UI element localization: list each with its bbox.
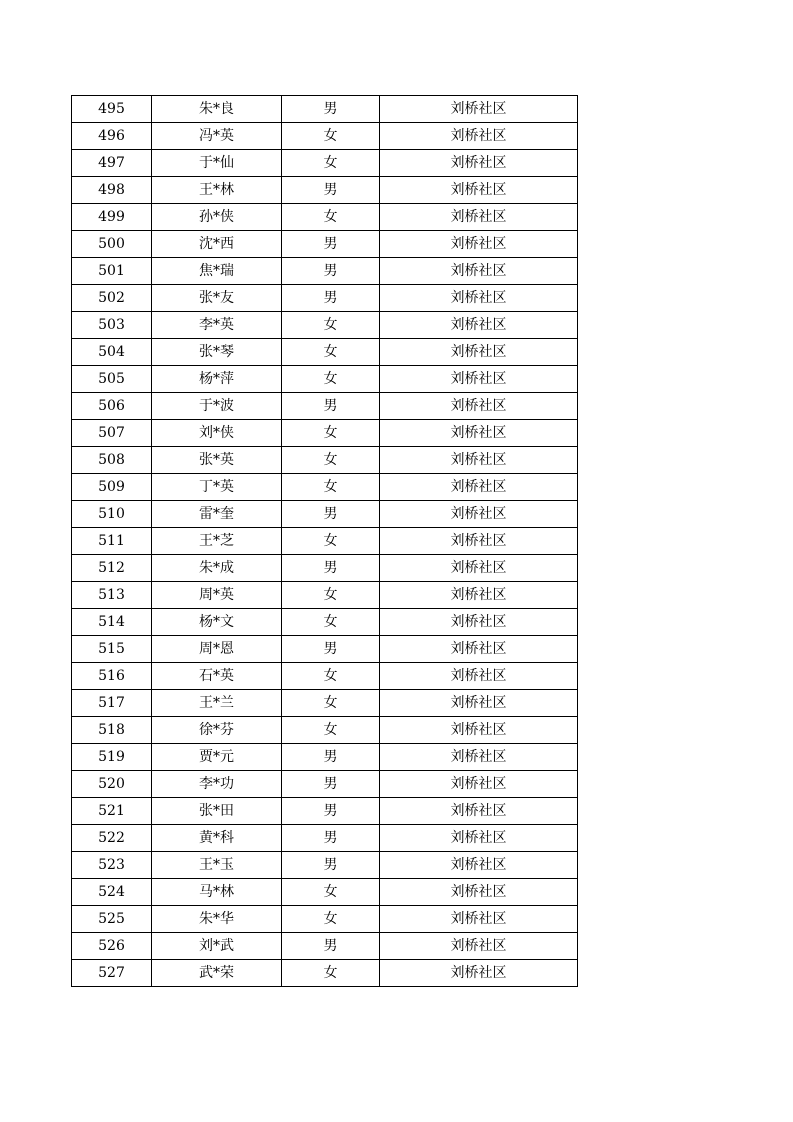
table-row xyxy=(72,960,578,987)
row-number-cell: 521 xyxy=(72,798,152,825)
table-row xyxy=(72,906,578,933)
community-cell: 刘桥社区 xyxy=(380,825,578,852)
gender-cell: 男 xyxy=(282,825,380,852)
gender-cell: 女 xyxy=(282,609,380,636)
community-cell: 刘桥社区 xyxy=(380,690,578,717)
name-cell: 王*林 xyxy=(152,177,282,204)
row-number-cell: 515 xyxy=(72,636,152,663)
gender-cell: 男 xyxy=(282,393,380,420)
community-cell: 刘桥社区 xyxy=(380,528,578,555)
name-cell: 于*波 xyxy=(152,393,282,420)
table-row xyxy=(72,150,578,177)
table-row xyxy=(72,123,578,150)
gender-cell: 女 xyxy=(282,123,380,150)
row-number-cell: 522 xyxy=(72,825,152,852)
row-number-cell: 527 xyxy=(72,960,152,987)
name-cell: 黄*科 xyxy=(152,825,282,852)
community-cell: 刘桥社区 xyxy=(380,636,578,663)
row-number-cell: 511 xyxy=(72,528,152,555)
row-number-cell: 506 xyxy=(72,393,152,420)
row-number-cell: 524 xyxy=(72,879,152,906)
table-row xyxy=(72,798,578,825)
community-cell: 刘桥社区 xyxy=(380,123,578,150)
community-cell: 刘桥社区 xyxy=(380,879,578,906)
community-cell: 刘桥社区 xyxy=(380,906,578,933)
name-cell: 张*田 xyxy=(152,798,282,825)
community-cell: 刘桥社区 xyxy=(380,366,578,393)
table-row xyxy=(72,555,578,582)
table-row xyxy=(72,420,578,447)
name-cell: 冯*英 xyxy=(152,123,282,150)
gender-cell: 女 xyxy=(282,366,380,393)
table-row xyxy=(72,771,578,798)
gender-cell: 女 xyxy=(282,960,380,987)
name-cell: 杨*萍 xyxy=(152,366,282,393)
community-cell: 刘桥社区 xyxy=(380,204,578,231)
gender-cell: 女 xyxy=(282,717,380,744)
gender-cell: 女 xyxy=(282,204,380,231)
community-cell: 刘桥社区 xyxy=(380,798,578,825)
community-cell: 刘桥社区 xyxy=(380,960,578,987)
gender-cell: 男 xyxy=(282,744,380,771)
community-cell: 刘桥社区 xyxy=(380,258,578,285)
row-number-cell: 526 xyxy=(72,933,152,960)
gender-cell: 女 xyxy=(282,150,380,177)
row-number-cell: 507 xyxy=(72,420,152,447)
community-cell: 刘桥社区 xyxy=(380,744,578,771)
gender-cell: 女 xyxy=(282,906,380,933)
name-cell: 徐*芬 xyxy=(152,717,282,744)
community-cell: 刘桥社区 xyxy=(380,501,578,528)
row-number-cell: 508 xyxy=(72,447,152,474)
row-number-cell: 516 xyxy=(72,663,152,690)
row-number-cell: 496 xyxy=(72,123,152,150)
row-number-cell: 497 xyxy=(72,150,152,177)
row-number-cell: 501 xyxy=(72,258,152,285)
name-cell: 王*玉 xyxy=(152,852,282,879)
community-cell: 刘桥社区 xyxy=(380,582,578,609)
name-cell: 武*荣 xyxy=(152,960,282,987)
community-cell: 刘桥社区 xyxy=(380,177,578,204)
table-row xyxy=(72,339,578,366)
row-number-cell: 513 xyxy=(72,582,152,609)
gender-cell: 男 xyxy=(282,285,380,312)
name-cell: 石*英 xyxy=(152,663,282,690)
community-cell: 刘桥社区 xyxy=(380,474,578,501)
table-row xyxy=(72,258,578,285)
row-number-cell: 503 xyxy=(72,312,152,339)
row-number-cell: 512 xyxy=(72,555,152,582)
name-cell: 张*英 xyxy=(152,447,282,474)
table-row xyxy=(72,474,578,501)
records-table-body xyxy=(72,96,578,987)
gender-cell: 男 xyxy=(282,501,380,528)
name-cell: 雷*奎 xyxy=(152,501,282,528)
table-row xyxy=(72,204,578,231)
name-cell: 沈*西 xyxy=(152,231,282,258)
row-number-cell: 498 xyxy=(72,177,152,204)
community-cell: 刘桥社区 xyxy=(380,231,578,258)
row-number-cell: 520 xyxy=(72,771,152,798)
gender-cell: 女 xyxy=(282,582,380,609)
table-row xyxy=(72,663,578,690)
gender-cell: 女 xyxy=(282,690,380,717)
table-row xyxy=(72,744,578,771)
name-cell: 贾*元 xyxy=(152,744,282,771)
row-number-cell: 502 xyxy=(72,285,152,312)
table-row xyxy=(72,231,578,258)
table-row xyxy=(72,528,578,555)
gender-cell: 女 xyxy=(282,312,380,339)
row-number-cell: 517 xyxy=(72,690,152,717)
table-row xyxy=(72,852,578,879)
name-cell: 于*仙 xyxy=(152,150,282,177)
name-cell: 李*英 xyxy=(152,312,282,339)
community-cell: 刘桥社区 xyxy=(380,420,578,447)
community-cell: 刘桥社区 xyxy=(380,447,578,474)
row-number-cell: 500 xyxy=(72,231,152,258)
table-row xyxy=(72,285,578,312)
gender-cell: 女 xyxy=(282,474,380,501)
community-cell: 刘桥社区 xyxy=(380,717,578,744)
table-row xyxy=(72,447,578,474)
name-cell: 杨*文 xyxy=(152,609,282,636)
gender-cell: 男 xyxy=(282,771,380,798)
row-number-cell: 510 xyxy=(72,501,152,528)
community-cell: 刘桥社区 xyxy=(380,852,578,879)
gender-cell: 男 xyxy=(282,933,380,960)
community-cell: 刘桥社区 xyxy=(380,771,578,798)
table-row xyxy=(72,366,578,393)
gender-cell: 男 xyxy=(282,177,380,204)
name-cell: 王*芝 xyxy=(152,528,282,555)
row-number-cell: 525 xyxy=(72,906,152,933)
name-cell: 周*恩 xyxy=(152,636,282,663)
gender-cell: 男 xyxy=(282,231,380,258)
name-cell: 周*英 xyxy=(152,582,282,609)
table-row xyxy=(72,636,578,663)
name-cell: 马*林 xyxy=(152,879,282,906)
name-cell: 孙*侠 xyxy=(152,204,282,231)
community-cell: 刘桥社区 xyxy=(380,555,578,582)
row-number-cell: 504 xyxy=(72,339,152,366)
table-row xyxy=(72,717,578,744)
gender-cell: 男 xyxy=(282,555,380,582)
gender-cell: 女 xyxy=(282,339,380,366)
row-number-cell: 509 xyxy=(72,474,152,501)
name-cell: 张*友 xyxy=(152,285,282,312)
community-cell: 刘桥社区 xyxy=(380,663,578,690)
community-cell: 刘桥社区 xyxy=(380,150,578,177)
name-cell: 刘*武 xyxy=(152,933,282,960)
row-number-cell: 518 xyxy=(72,717,152,744)
gender-cell: 女 xyxy=(282,420,380,447)
row-number-cell: 523 xyxy=(72,852,152,879)
community-cell: 刘桥社区 xyxy=(380,609,578,636)
table-row xyxy=(72,825,578,852)
community-cell: 刘桥社区 xyxy=(380,933,578,960)
gender-cell: 男 xyxy=(282,258,380,285)
table-row xyxy=(72,312,578,339)
row-number-cell: 505 xyxy=(72,366,152,393)
table-row xyxy=(72,933,578,960)
gender-cell: 女 xyxy=(282,447,380,474)
gender-cell: 女 xyxy=(282,663,380,690)
name-cell: 王*兰 xyxy=(152,690,282,717)
name-cell: 张*琴 xyxy=(152,339,282,366)
gender-cell: 女 xyxy=(282,528,380,555)
gender-cell: 男 xyxy=(282,636,380,663)
name-cell: 朱*良 xyxy=(152,96,282,123)
community-cell: 刘桥社区 xyxy=(380,96,578,123)
community-cell: 刘桥社区 xyxy=(380,312,578,339)
row-number-cell: 499 xyxy=(72,204,152,231)
name-cell: 焦*瑞 xyxy=(152,258,282,285)
table-row xyxy=(72,879,578,906)
gender-cell: 男 xyxy=(282,96,380,123)
name-cell: 朱*成 xyxy=(152,555,282,582)
name-cell: 刘*侠 xyxy=(152,420,282,447)
gender-cell: 男 xyxy=(282,852,380,879)
table-row xyxy=(72,501,578,528)
table-row xyxy=(72,609,578,636)
name-cell: 朱*华 xyxy=(152,906,282,933)
table-row xyxy=(72,393,578,420)
name-cell: 丁*英 xyxy=(152,474,282,501)
records-table xyxy=(71,95,578,987)
table-row xyxy=(72,582,578,609)
gender-cell: 女 xyxy=(282,879,380,906)
community-cell: 刘桥社区 xyxy=(380,339,578,366)
name-cell: 李*功 xyxy=(152,771,282,798)
row-number-cell: 514 xyxy=(72,609,152,636)
community-cell: 刘桥社区 xyxy=(380,393,578,420)
table-row xyxy=(72,690,578,717)
row-number-cell: 495 xyxy=(72,96,152,123)
community-cell: 刘桥社区 xyxy=(380,285,578,312)
table-row xyxy=(72,96,578,123)
table-row xyxy=(72,177,578,204)
row-number-cell: 519 xyxy=(72,744,152,771)
gender-cell: 男 xyxy=(282,798,380,825)
